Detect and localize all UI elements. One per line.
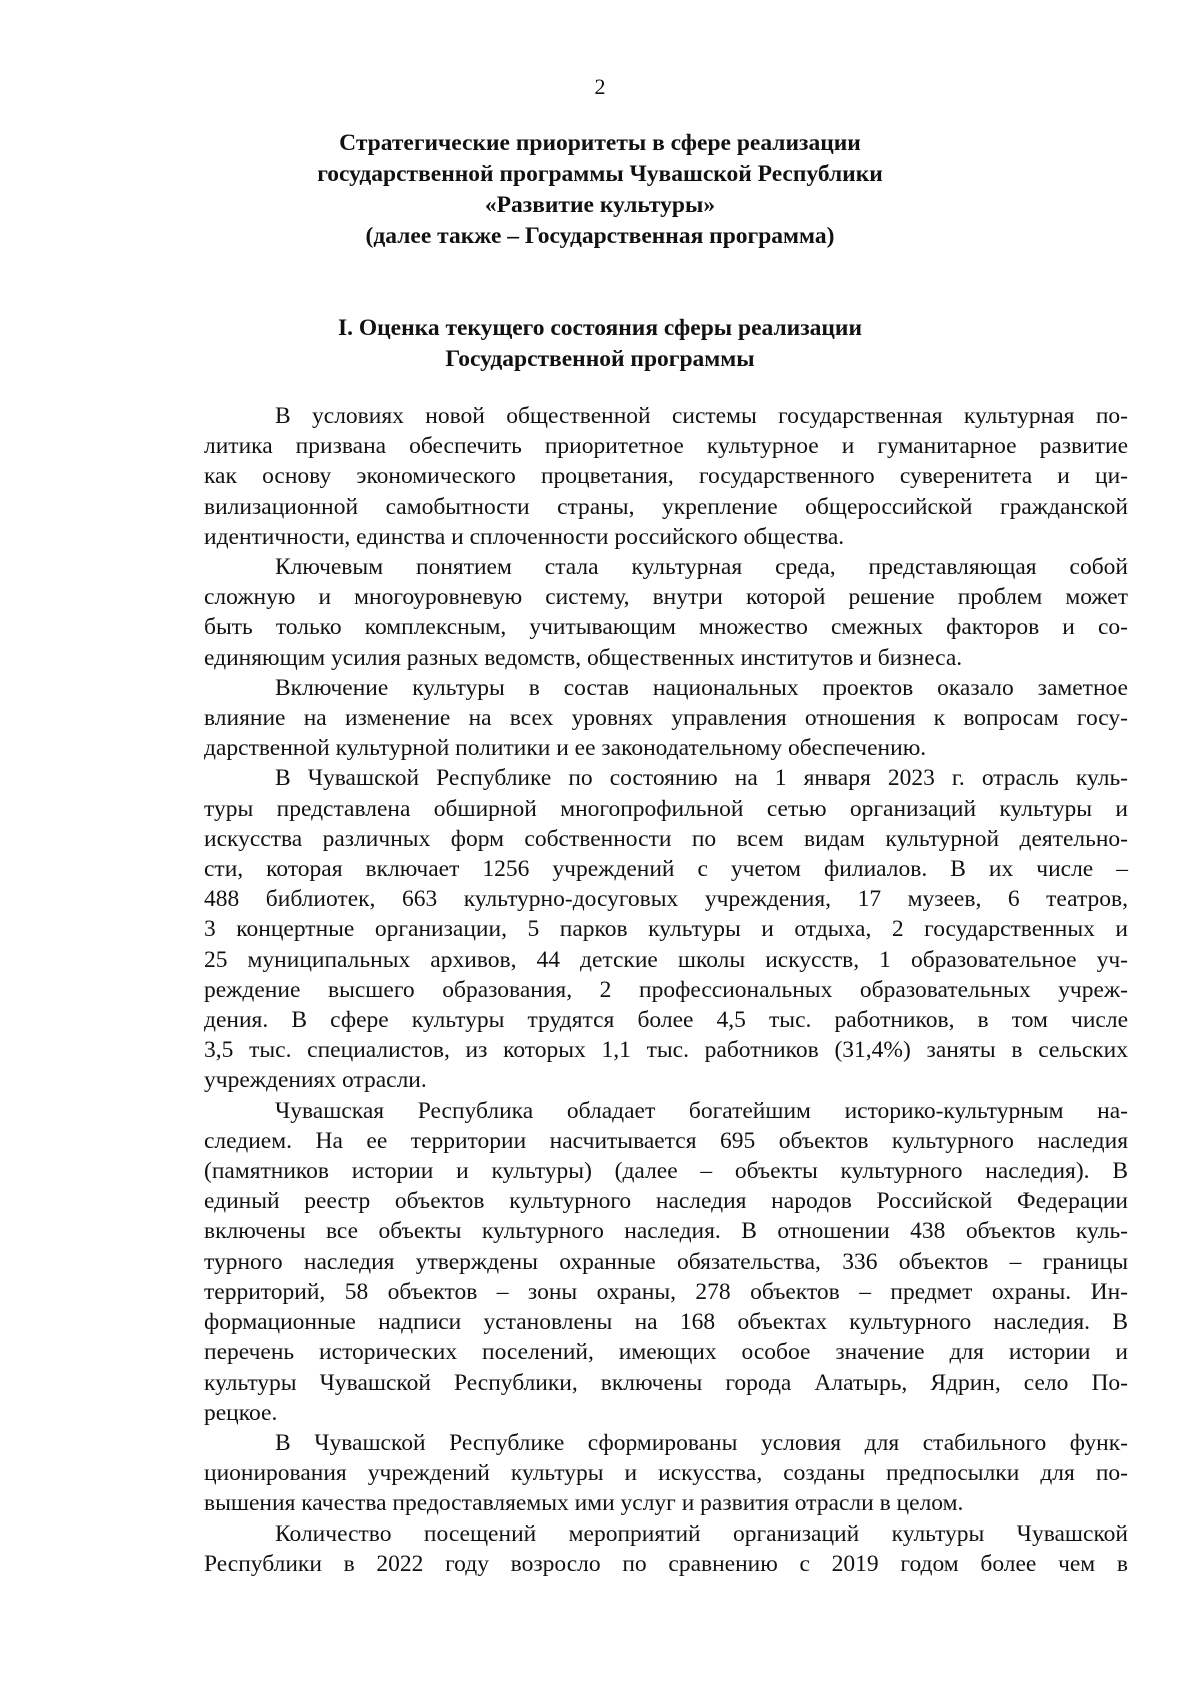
paragraph-line: сложную и многоуровневую систему, внутри которой решение проблем может [204,584,1128,611]
paragraph-line: формационные надписи установлены на 168 объектах культурного наследия. В [204,1309,1128,1336]
paragraph-line: дарственной культурной политики и ее законодательному обеспечению. [204,735,927,762]
paragraph-line: 488 библиотек, 663 культурно-досуговых учреждения, 17 музеев, 6 театров, [204,886,1128,913]
paragraph-line: вышения качества предоставляемых ими услуг и развития отрасли в целом. [204,1490,964,1517]
paragraph-line: влияние на изменение на всех уровнях управления отношения к вопросам госу- [204,705,1128,732]
paragraph-line: литика призвана обеспечить приоритетное культурное и гуманитарное развитие [204,433,1128,460]
paragraph-line: искусства различных форм собственности по всем видам культурной деятельно- [204,825,1128,852]
paragraph-line: реждение высшего образования, 2 профессиональных образовательных учреж- [204,976,1128,1003]
paragraph-line: В условиях новой общественной системы государственная культурная по- [275,403,1128,429]
paragraph-line: Включение культуры в состав национальных проектов оказало заметное [275,674,1128,701]
title-line: (далее также – Государственная программа) [365,223,835,249]
paragraph-line: включены все объекты культурного наследия. В отношении 438 объектов куль- [204,1218,1128,1245]
paragraph-line: 25 муниципальных архивов, 44 детские школы искусств, 1 образовательное уч- [204,946,1128,973]
paragraph-line: идентичности, единства и сплоченности российского общества. [204,523,845,550]
paragraph-line: быть только комплексным, учитывающим множество смежных факторов и со- [204,614,1128,641]
paragraph-line: 3 концертные организации, 5 парков культуры и отдыха, 2 государственных и [204,916,1128,943]
paragraph-line: дения. В сфере культуры трудятся более 4,5 тыс. работников, в том числе [204,1007,1128,1034]
paragraph-line: В Чувашской Республике сформированы условия для стабильного функ- [275,1429,1128,1456]
paragraph-line: (памятников истории и культуры) (далее – объекты культурного наследия). В [204,1158,1128,1185]
paragraph-line: туры представлена обширной многопрофильной сетью организаций культуры и [204,795,1128,822]
section-heading-line: Государственной программы [445,346,755,372]
title-line: «Развитие культуры» [484,192,716,218]
paragraph-line: вилизационной самобытности страны, укрепление общероссийской гражданской [204,493,1128,520]
paragraph [204,1428,1128,1519]
title-line: Стратегические приоритеты в сфере реализации [339,130,861,156]
paragraph-line: В Чувашской Республике по состоянию на 1 января 2023 г. отрасль куль- [275,765,1128,792]
title-line: государственной программы Чувашской Республики [317,161,883,187]
paragraph-line: следием. На ее территории насчитывается 695 объектов культурного наследия [204,1127,1128,1154]
section-heading-line: I. Оценка текущего состояния сферы реализации [337,315,863,341]
paragraph-line: рецкое. [204,1399,278,1426]
section-heading [180,313,1020,375]
paragraph [204,1096,1128,1428]
paragraph-line: турного наследия утверждены охранные обязательства, 336 объектов – границы [204,1248,1128,1275]
paragraph-line: Чувашская Республика обладает богатейшим историко-культурным на- [275,1097,1128,1124]
paragraph [204,401,1128,552]
page-number: 2 [594,74,606,99]
paragraph [204,673,1128,764]
paragraph [204,763,1128,1095]
paragraph-line: ционирования учреждений культуры и искусства, созданы предпосылки для по- [204,1460,1128,1487]
body-text [204,401,1128,1579]
paragraph [204,1519,1128,1579]
paragraph-line: учреждениях отрасли. [204,1067,427,1094]
paragraph-line: культуры Чувашской Республики, включены города Алатырь, Ядрин, село По- [204,1369,1128,1396]
paragraph-line: Республики в 2022 году возросло по сравнению с 2019 годом более чем в [204,1550,1128,1577]
paragraph-line: 3,5 тыс. специалистов, из которых 1,1 тыс. работников (31,4%) заняты в сельских [204,1037,1128,1064]
paragraph [204,552,1128,673]
paragraph-line: сти, которая включает 1256 учреждений с учетом филиалов. В их числе – [204,856,1128,883]
paragraph-line: территорий, 58 объектов – зоны охраны, 278 объектов – предмет охраны. Ин- [204,1278,1128,1305]
paragraph-line: Ключевым понятием стала культурная среда, представляющая собой [275,554,1128,581]
paragraph-line: единяющим усилия разных ведомств, общественных институтов и бизнеса. [204,644,963,671]
paragraph-line: как основу экономического процветания, государственного суверенитета и ци- [204,463,1128,490]
paragraph-line: Количество посещений мероприятий организаций культуры Чувашской [275,1520,1128,1547]
paragraph-line: единый реестр объектов культурного наследия народов Российской Федерации [204,1188,1128,1215]
paragraph-line: перечень исторических поселений, имеющих особое значение для истории и [204,1339,1128,1366]
document-title [180,128,1020,252]
